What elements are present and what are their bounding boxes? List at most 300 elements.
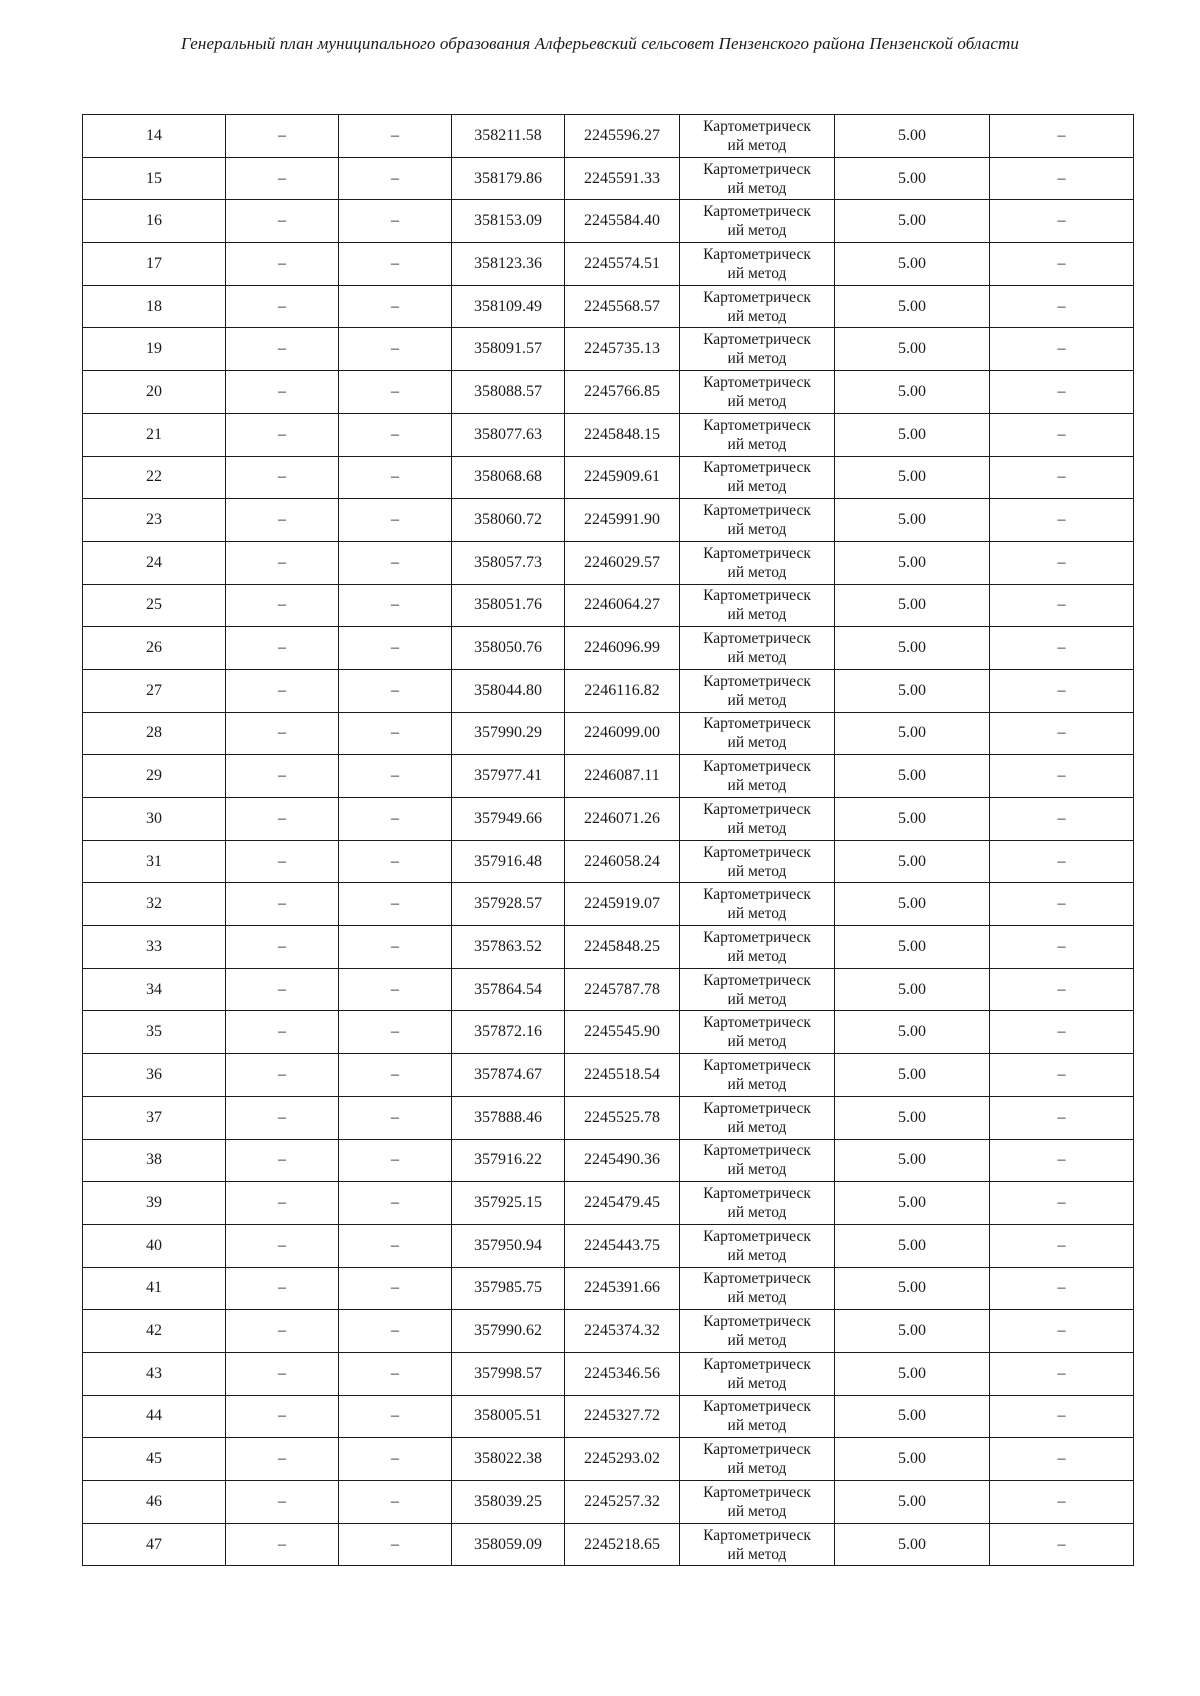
- x-coordinate-cell: 357874.67: [452, 1054, 565, 1097]
- description-cell: –: [990, 456, 1134, 499]
- method-cell: [680, 755, 835, 798]
- x-coordinate-cell: 358044.80: [452, 669, 565, 712]
- old-y-cell: –: [339, 157, 452, 200]
- method-line-2: ий метод: [727, 862, 787, 880]
- method-cell: [680, 1182, 835, 1225]
- description-cell: –: [990, 499, 1134, 542]
- old-x-cell: –: [226, 1267, 339, 1310]
- method-line-2: ий метод: [727, 264, 787, 282]
- y-coordinate-cell: 2245568.57: [565, 285, 680, 328]
- table-row: [83, 1395, 1134, 1438]
- accuracy-cell: 5.00: [835, 1011, 990, 1054]
- description-cell: –: [990, 798, 1134, 841]
- table-row: [83, 200, 1134, 243]
- method-cell: [680, 157, 835, 200]
- description-cell: –: [990, 200, 1134, 243]
- table-row: [83, 499, 1134, 542]
- point-number-cell: 18: [83, 285, 226, 328]
- accuracy-cell: 5.00: [835, 285, 990, 328]
- method-line-2: ий метод: [727, 521, 787, 539]
- method-cell: [680, 243, 835, 286]
- accuracy-cell: 5.00: [835, 1267, 990, 1310]
- y-coordinate-cell: 2245218.65: [565, 1523, 680, 1566]
- old-x-cell: –: [226, 200, 339, 243]
- old-x-cell: –: [226, 883, 339, 926]
- method-cell: [680, 712, 835, 755]
- table-row: [83, 798, 1134, 841]
- y-coordinate-cell: 2245293.02: [565, 1438, 680, 1481]
- old-x-cell: –: [226, 968, 339, 1011]
- method-cell: [680, 627, 835, 670]
- y-coordinate-cell: 2246099.00: [565, 712, 680, 755]
- table-row: [83, 669, 1134, 712]
- x-coordinate-cell: 357863.52: [452, 926, 565, 969]
- y-coordinate-cell: 2245584.40: [565, 200, 680, 243]
- table-row: [83, 926, 1134, 969]
- method-cell: [680, 413, 835, 456]
- point-number-cell: 43: [83, 1352, 226, 1395]
- y-coordinate-cell: 2245574.51: [565, 243, 680, 286]
- y-coordinate-cell: 2245327.72: [565, 1395, 680, 1438]
- method-line-2: ий метод: [727, 1417, 787, 1435]
- description-cell: –: [990, 1438, 1134, 1481]
- y-coordinate-cell: 2245787.78: [565, 968, 680, 1011]
- method-line-2: ий метод: [727, 947, 787, 965]
- old-y-cell: –: [339, 200, 452, 243]
- x-coordinate-cell: 357864.54: [452, 968, 565, 1011]
- y-coordinate-cell: 2245479.45: [565, 1182, 680, 1225]
- table-row: [83, 328, 1134, 371]
- method-cell: [680, 840, 835, 883]
- old-y-cell: –: [339, 1523, 452, 1566]
- y-coordinate-cell: 2245591.33: [565, 157, 680, 200]
- description-cell: –: [990, 1481, 1134, 1524]
- old-x-cell: –: [226, 1481, 339, 1524]
- point-number-cell: 40: [83, 1224, 226, 1267]
- table-row: [83, 1096, 1134, 1139]
- accuracy-cell: 5.00: [835, 1352, 990, 1395]
- old-y-cell: –: [339, 627, 452, 670]
- x-coordinate-cell: 358050.76: [452, 627, 565, 670]
- y-coordinate-cell: 2245596.27: [565, 115, 680, 158]
- accuracy-cell: 5.00: [835, 712, 990, 755]
- old-x-cell: –: [226, 926, 339, 969]
- old-y-cell: –: [339, 243, 452, 286]
- old-x-cell: –: [226, 1523, 339, 1566]
- x-coordinate-cell: 357985.75: [452, 1267, 565, 1310]
- old-y-cell: –: [339, 1352, 452, 1395]
- method-line-1: Картометрическ: [703, 1014, 811, 1032]
- table-row: [83, 883, 1134, 926]
- table-row: [83, 1523, 1134, 1566]
- method-line-1: Картометрическ: [703, 331, 811, 349]
- accuracy-cell: 5.00: [835, 883, 990, 926]
- x-coordinate-cell: 358022.38: [452, 1438, 565, 1481]
- old-x-cell: –: [226, 499, 339, 542]
- old-x-cell: –: [226, 1096, 339, 1139]
- method-line-1: Картометрическ: [703, 1355, 811, 1373]
- table-row: [83, 243, 1134, 286]
- point-number-cell: 41: [83, 1267, 226, 1310]
- x-coordinate-cell: 357990.29: [452, 712, 565, 755]
- y-coordinate-cell: 2245443.75: [565, 1224, 680, 1267]
- method-line-1: Картометрическ: [703, 1526, 811, 1544]
- x-coordinate-cell: 357949.66: [452, 798, 565, 841]
- y-coordinate-cell: 2245490.36: [565, 1139, 680, 1182]
- method-line-1: Картометрическ: [703, 502, 811, 520]
- method-cell: [680, 1011, 835, 1054]
- accuracy-cell: 5.00: [835, 840, 990, 883]
- description-cell: –: [990, 1310, 1134, 1353]
- point-number-cell: 28: [83, 712, 226, 755]
- old-y-cell: –: [339, 669, 452, 712]
- old-x-cell: –: [226, 541, 339, 584]
- method-cell: [680, 1267, 835, 1310]
- accuracy-cell: 5.00: [835, 798, 990, 841]
- description-cell: –: [990, 1395, 1134, 1438]
- method-line-1: Картометрическ: [703, 800, 811, 818]
- table-row: [83, 712, 1134, 755]
- y-coordinate-cell: 2246116.82: [565, 669, 680, 712]
- method-line-2: ий метод: [727, 435, 787, 453]
- method-line-1: Картометрическ: [703, 928, 811, 946]
- old-y-cell: –: [339, 883, 452, 926]
- method-cell: [680, 200, 835, 243]
- method-line-2: ий метод: [727, 1118, 787, 1136]
- y-coordinate-cell: 2245735.13: [565, 328, 680, 371]
- old-y-cell: –: [339, 499, 452, 542]
- point-number-cell: 17: [83, 243, 226, 286]
- old-y-cell: –: [339, 1096, 452, 1139]
- description-cell: –: [990, 371, 1134, 414]
- old-y-cell: –: [339, 926, 452, 969]
- table-row: [83, 157, 1134, 200]
- method-line-1: Картометрическ: [703, 843, 811, 861]
- y-coordinate-cell: 2246096.99: [565, 627, 680, 670]
- accuracy-cell: 5.00: [835, 371, 990, 414]
- method-line-1: Картометрическ: [703, 1056, 811, 1074]
- method-line-1: Картометрическ: [703, 288, 811, 306]
- accuracy-cell: 5.00: [835, 584, 990, 627]
- old-y-cell: –: [339, 968, 452, 1011]
- method-cell: [680, 1481, 835, 1524]
- method-line-2: ий метод: [727, 1033, 787, 1051]
- x-coordinate-cell: 357916.48: [452, 840, 565, 883]
- y-coordinate-cell: 2245909.61: [565, 456, 680, 499]
- table-row: [83, 1139, 1134, 1182]
- y-coordinate-cell: 2245346.56: [565, 1352, 680, 1395]
- point-number-cell: 42: [83, 1310, 226, 1353]
- point-number-cell: 25: [83, 584, 226, 627]
- x-coordinate-cell: 357872.16: [452, 1011, 565, 1054]
- method-line-1: Картометрическ: [703, 544, 811, 562]
- table-row: [83, 1352, 1134, 1395]
- old-x-cell: –: [226, 627, 339, 670]
- description-cell: –: [990, 1182, 1134, 1225]
- accuracy-cell: 5.00: [835, 1523, 990, 1566]
- old-x-cell: –: [226, 157, 339, 200]
- old-y-cell: –: [339, 371, 452, 414]
- method-line-1: Картометрическ: [703, 1227, 811, 1245]
- old-y-cell: –: [339, 328, 452, 371]
- table-row: [83, 755, 1134, 798]
- method-line-2: ий метод: [727, 307, 787, 325]
- method-cell: [680, 499, 835, 542]
- old-x-cell: –: [226, 1182, 339, 1225]
- method-line-1: Картометрическ: [703, 758, 811, 776]
- accuracy-cell: 5.00: [835, 1438, 990, 1481]
- method-cell: [680, 1139, 835, 1182]
- method-line-2: ий метод: [727, 1332, 787, 1350]
- method-cell: [680, 1523, 835, 1566]
- method-cell: [680, 1054, 835, 1097]
- method-line-1: Картометрическ: [703, 203, 811, 221]
- old-y-cell: –: [339, 1267, 452, 1310]
- y-coordinate-cell: 2246071.26: [565, 798, 680, 841]
- page-header: Генеральный план муниципального образования Алферьевский сельсовет Пензенского района Пензенской области: [181, 34, 1019, 53]
- old-x-cell: –: [226, 115, 339, 158]
- x-coordinate-cell: 357925.15: [452, 1182, 565, 1225]
- accuracy-cell: 5.00: [835, 926, 990, 969]
- method-cell: [680, 926, 835, 969]
- old-x-cell: –: [226, 371, 339, 414]
- point-number-cell: 16: [83, 200, 226, 243]
- method-cell: [680, 456, 835, 499]
- old-x-cell: –: [226, 413, 339, 456]
- description-cell: –: [990, 1096, 1134, 1139]
- method-line-2: ий метод: [727, 1545, 787, 1563]
- x-coordinate-cell: 358005.51: [452, 1395, 565, 1438]
- table-row: [83, 115, 1134, 158]
- method-line-2: ий метод: [727, 222, 787, 240]
- description-cell: –: [990, 883, 1134, 926]
- description-cell: –: [990, 926, 1134, 969]
- method-cell: [680, 371, 835, 414]
- method-line-2: ий метод: [727, 179, 787, 197]
- old-y-cell: –: [339, 456, 452, 499]
- old-y-cell: –: [339, 1310, 452, 1353]
- table-row: [83, 371, 1134, 414]
- accuracy-cell: 5.00: [835, 115, 990, 158]
- old-x-cell: –: [226, 456, 339, 499]
- y-coordinate-cell: 2245545.90: [565, 1011, 680, 1054]
- point-number-cell: 34: [83, 968, 226, 1011]
- old-x-cell: –: [226, 1395, 339, 1438]
- y-coordinate-cell: 2246087.11: [565, 755, 680, 798]
- point-number-cell: 45: [83, 1438, 226, 1481]
- method-cell: [680, 1096, 835, 1139]
- method-cell: [680, 1395, 835, 1438]
- description-cell: –: [990, 627, 1134, 670]
- method-line-1: Картометрическ: [703, 672, 811, 690]
- x-coordinate-cell: 357990.62: [452, 1310, 565, 1353]
- x-coordinate-cell: 358057.73: [452, 541, 565, 584]
- method-line-2: ий метод: [727, 691, 787, 709]
- method-cell: [680, 1438, 835, 1481]
- old-x-cell: –: [226, 1054, 339, 1097]
- point-number-cell: 20: [83, 371, 226, 414]
- point-number-cell: 31: [83, 840, 226, 883]
- old-x-cell: –: [226, 584, 339, 627]
- old-x-cell: –: [226, 243, 339, 286]
- method-line-2: ий метод: [727, 1075, 787, 1093]
- description-cell: –: [990, 669, 1134, 712]
- point-number-cell: 46: [83, 1481, 226, 1524]
- point-number-cell: 22: [83, 456, 226, 499]
- table-row: [83, 840, 1134, 883]
- old-x-cell: –: [226, 1139, 339, 1182]
- method-line-1: Картометрическ: [703, 160, 811, 178]
- old-y-cell: –: [339, 413, 452, 456]
- old-y-cell: –: [339, 798, 452, 841]
- old-x-cell: –: [226, 1352, 339, 1395]
- point-number-cell: 36: [83, 1054, 226, 1097]
- method-cell: [680, 328, 835, 371]
- method-line-2: ий метод: [727, 990, 787, 1008]
- method-line-1: Картометрическ: [703, 587, 811, 605]
- method-line-1: Картометрическ: [703, 245, 811, 263]
- y-coordinate-cell: 2245848.25: [565, 926, 680, 969]
- old-y-cell: –: [339, 1481, 452, 1524]
- x-coordinate-cell: 357888.46: [452, 1096, 565, 1139]
- old-x-cell: –: [226, 1224, 339, 1267]
- method-line-2: ий метод: [727, 136, 787, 154]
- description-cell: –: [990, 157, 1134, 200]
- old-y-cell: –: [339, 755, 452, 798]
- table-row: [83, 1011, 1134, 1054]
- method-line-1: Картометрическ: [703, 1483, 811, 1501]
- accuracy-cell: 5.00: [835, 1310, 990, 1353]
- y-coordinate-cell: 2245374.32: [565, 1310, 680, 1353]
- point-number-cell: 37: [83, 1096, 226, 1139]
- y-coordinate-cell: 2245766.85: [565, 371, 680, 414]
- old-y-cell: –: [339, 285, 452, 328]
- method-cell: [680, 541, 835, 584]
- accuracy-cell: 5.00: [835, 413, 990, 456]
- old-y-cell: –: [339, 840, 452, 883]
- table-row: [83, 285, 1134, 328]
- y-coordinate-cell: 2246058.24: [565, 840, 680, 883]
- method-line-1: Картометрическ: [703, 886, 811, 904]
- method-line-2: ий метод: [727, 563, 787, 581]
- old-x-cell: –: [226, 1011, 339, 1054]
- point-number-cell: 33: [83, 926, 226, 969]
- point-number-cell: 29: [83, 755, 226, 798]
- accuracy-cell: 5.00: [835, 456, 990, 499]
- description-cell: –: [990, 1224, 1134, 1267]
- x-coordinate-cell: 358039.25: [452, 1481, 565, 1524]
- description-cell: –: [990, 1054, 1134, 1097]
- accuracy-cell: 5.00: [835, 328, 990, 371]
- old-y-cell: –: [339, 1395, 452, 1438]
- y-coordinate-cell: 2246064.27: [565, 584, 680, 627]
- x-coordinate-cell: 358179.86: [452, 157, 565, 200]
- table-row: [83, 968, 1134, 1011]
- method-cell: [680, 285, 835, 328]
- x-coordinate-cell: 358068.68: [452, 456, 565, 499]
- method-line-2: ий метод: [727, 649, 787, 667]
- old-y-cell: –: [339, 712, 452, 755]
- method-line-2: ий метод: [727, 606, 787, 624]
- old-y-cell: –: [339, 541, 452, 584]
- method-line-1: Картометрическ: [703, 373, 811, 391]
- x-coordinate-cell: 358077.63: [452, 413, 565, 456]
- old-x-cell: –: [226, 755, 339, 798]
- method-cell: [680, 1310, 835, 1353]
- table-row: [83, 456, 1134, 499]
- x-coordinate-cell: 357916.22: [452, 1139, 565, 1182]
- old-x-cell: –: [226, 669, 339, 712]
- method-cell: [680, 883, 835, 926]
- method-line-1: Картометрическ: [703, 1313, 811, 1331]
- method-line-1: Картометрическ: [703, 1270, 811, 1288]
- old-x-cell: –: [226, 1310, 339, 1353]
- method-cell: [680, 798, 835, 841]
- old-y-cell: –: [339, 1224, 452, 1267]
- point-number-cell: 27: [83, 669, 226, 712]
- description-cell: –: [990, 541, 1134, 584]
- old-y-cell: –: [339, 1054, 452, 1097]
- method-line-1: Картометрическ: [703, 715, 811, 733]
- method-line-1: Картометрическ: [703, 971, 811, 989]
- description-cell: –: [990, 1523, 1134, 1566]
- table-row: [83, 1267, 1134, 1310]
- x-coordinate-cell: 357928.57: [452, 883, 565, 926]
- x-coordinate-cell: 358211.58: [452, 115, 565, 158]
- method-line-1: Картометрическ: [703, 416, 811, 434]
- old-y-cell: –: [339, 1139, 452, 1182]
- description-cell: –: [990, 1267, 1134, 1310]
- table-row: [83, 1054, 1134, 1097]
- method-cell: [680, 584, 835, 627]
- method-cell: [680, 115, 835, 158]
- old-x-cell: –: [226, 1438, 339, 1481]
- method-line-2: ий метод: [727, 1161, 787, 1179]
- y-coordinate-cell: 2245525.78: [565, 1096, 680, 1139]
- x-coordinate-cell: 358153.09: [452, 200, 565, 243]
- method-line-2: ий метод: [727, 1374, 787, 1392]
- method-line-2: ий метод: [727, 350, 787, 368]
- point-number-cell: 44: [83, 1395, 226, 1438]
- point-number-cell: 19: [83, 328, 226, 371]
- x-coordinate-cell: 358088.57: [452, 371, 565, 414]
- table-row: [83, 1310, 1134, 1353]
- point-number-cell: 14: [83, 115, 226, 158]
- method-line-1: Картометрическ: [703, 1185, 811, 1203]
- x-coordinate-cell: 357950.94: [452, 1224, 565, 1267]
- point-number-cell: 35: [83, 1011, 226, 1054]
- method-line-2: ий метод: [727, 1246, 787, 1264]
- old-x-cell: –: [226, 328, 339, 371]
- table-row: [83, 541, 1134, 584]
- table-row: [83, 1224, 1134, 1267]
- method-line-2: ий метод: [727, 819, 787, 837]
- method-line-2: ий метод: [727, 1502, 787, 1520]
- description-cell: –: [990, 968, 1134, 1011]
- method-line-1: Картометрическ: [703, 1398, 811, 1416]
- accuracy-cell: 5.00: [835, 1139, 990, 1182]
- method-line-2: ий метод: [727, 392, 787, 410]
- description-cell: –: [990, 712, 1134, 755]
- old-x-cell: –: [226, 798, 339, 841]
- old-y-cell: –: [339, 1438, 452, 1481]
- method-line-2: ий метод: [727, 478, 787, 496]
- accuracy-cell: 5.00: [835, 1054, 990, 1097]
- description-cell: –: [990, 1011, 1134, 1054]
- coordinates-table-body: [83, 115, 1134, 1566]
- table-row: [83, 413, 1134, 456]
- y-coordinate-cell: 2245391.66: [565, 1267, 680, 1310]
